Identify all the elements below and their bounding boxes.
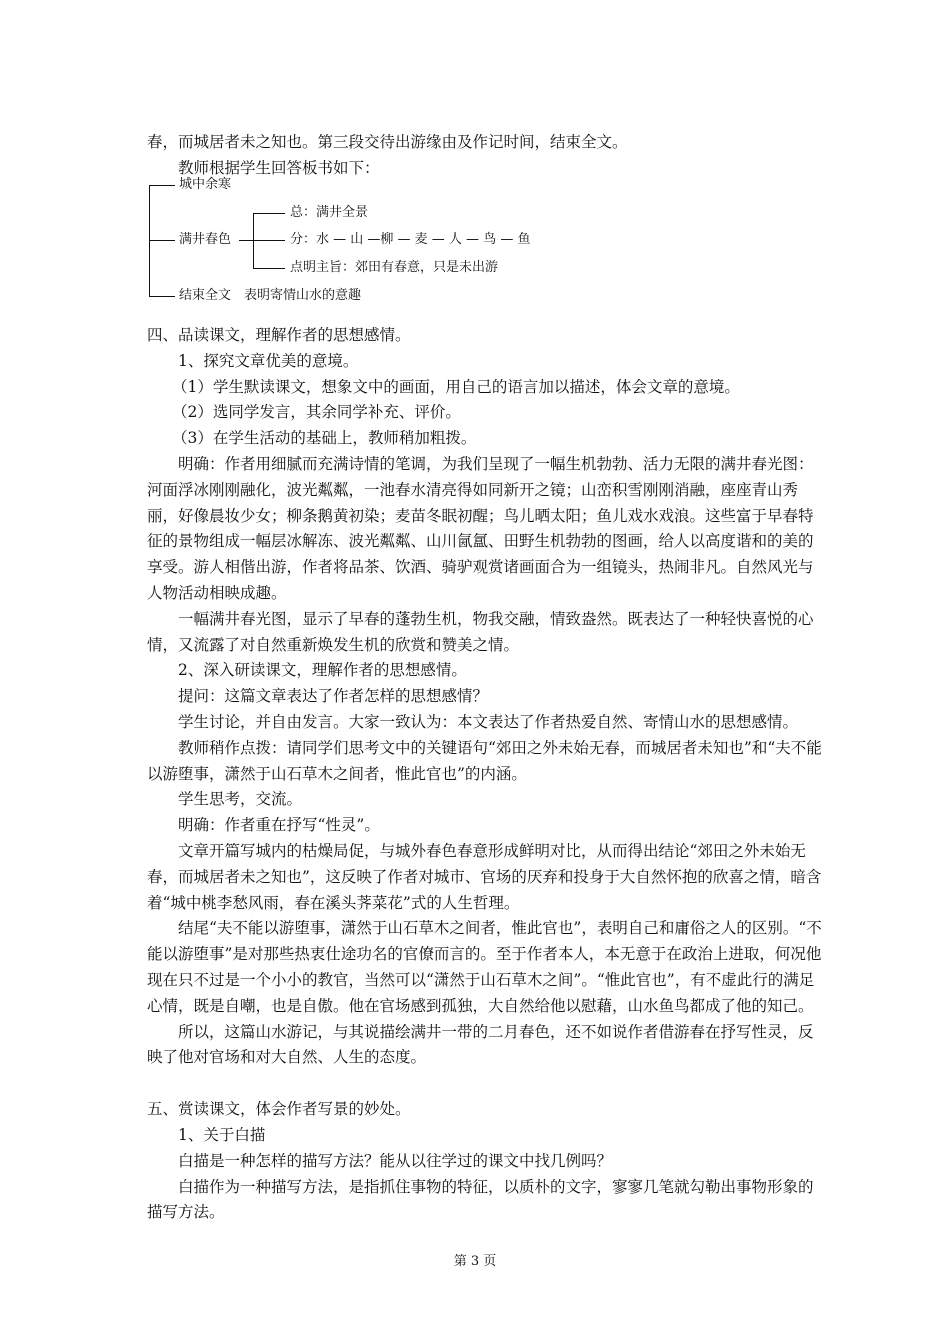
section4-step-2: （2）选同学发言，其余同学补充、评价。 [172, 403, 461, 422]
section4-para-3: 文章开篇写城内的枯燥局促，与城外春色春意形成鲜明对比，从而得出结论“郊田之外未始无春，而城居者未之知也”，这反映了作者对城市、官场的厌弃和投身于大自然怀抱的欣喜之情，暗含着“城中桃李愁风雨，春在溪头荠菜花”式的人生哲理。 [147, 841, 822, 912]
section5-sub1: 1、关于白描 [178, 1125, 266, 1144]
board-node-ending: 结束全文 表明寄情山水的意趣 [179, 288, 362, 303]
board-branch-sub: 分：水 — 山 —柳 — 麦 — 人 — 鸟 — 鱼 [290, 232, 531, 247]
section4-think: 学生思考，交流。 [178, 790, 303, 809]
bracket-tick-1 [149, 185, 175, 186]
section5-heading: 五、赏读课文，体会作者写景的妙处。 [147, 1100, 411, 1119]
page-number: 第 3 页 [453, 1254, 497, 1269]
board-node-city-cold: 城中余寒 [179, 177, 232, 192]
bracket-tick-2 [149, 240, 175, 241]
bracket-tick-3 [149, 296, 175, 297]
sub-tick-3 [253, 268, 285, 269]
sub-bracket-vertical [253, 213, 254, 269]
section4-sub1: 1、探究文章优美的意境。 [178, 351, 359, 370]
section4-para-4: 结尾“夫不能以游堕事，潇然于山石草木之间者，惟此官也”，表明自己和庸俗之人的区别。“不能以游堕事”是对那些热衷仕途功名的官僚而言的。至于作者本人，本无意于在政治上进取，何况他现在只不过是一个小小的教官，当然可以“潇然于山石草木之间”。“惟此官也”，有不虚此行的满足心情，既是自嘲，也是自傲。他在官场感到孤独，大自然给他以慰藉，山水鱼鸟都成了他的知己。 [147, 919, 822, 1015]
section4-para-5: 所以，这篇山水游记，与其说描绘满井一带的二月春色，还不如说作者借游春在抒写性灵，反映了他对官场和对大自然、人生的态度。 [147, 1022, 814, 1067]
board-node-manjing: 满井春色 [179, 232, 232, 247]
board-branch-theme: 点明主旨：郊田有春意，只是未出游 [290, 260, 499, 275]
section4-hint: 教师稍作点拨：请同学们思考文中的关键语句“郊田之外未始无春，而城居者未知也”和“夫不能以游堕事，潇然于山石草木之间者，惟此官也”的内涵。 [147, 738, 822, 783]
bracket-vertical [149, 185, 150, 297]
section4-question: 提问：这篇文章表达了作者怎样的思想感情？ [178, 687, 489, 706]
intro-line: 春，而城居者未之知也。第三段交待出游缘由及作记时间，结束全文。 [147, 133, 628, 151]
section4-heading: 四、品读课文，理解作者的思想感情。 [147, 326, 411, 344]
board-branch-total: 总：满井全景 [290, 205, 369, 220]
section4-clarify: 明确：作者重在抒写“性灵”。 [178, 816, 380, 835]
sub-tick-2 [253, 240, 285, 241]
section4-discussion: 学生讨论，并自由发言。大家一致认为：本文表达了作者热爱自然、寄情山水的思想感情。 [178, 712, 799, 731]
section4-para-1: 明确：作者用细腻而充满诗情的笔调，为我们呈现了一幅生机勃勃、活力无限的满井春光图：河面浮冰刚刚融化，波光粼粼，一池春水清亮得如同新开之镜；山峦积雪刚刚消融，座座青山秀丽，好像晨妆少女；柳条鹅黄初染；麦苗冬眠初醒；鸟儿晒太阳；鱼儿戏水戏浪。这些富于早春特征的景物组成一幅层冰解冻、波光粼粼、山川氤氲、田野生机勃勃的图画，给人以高度谐和的美的享受。游人相偕出游，作者将品茶、饮酒、骑驴观赏诸画面合为一组镜头，热闹非凡。自然风光与人物活动相映成趣。 [147, 454, 814, 602]
section4-sub2: 2、深入研读课文，理解作者的思想感情。 [178, 661, 467, 680]
sub-tick-1 [253, 213, 285, 214]
section4-para-2: 一幅满井春光图，显示了早春的蓬勃生机，物我交融，情致盎然。既表达了一种轻快喜悦的心情，又流露了对自然重新焕发生机的欣赏和赞美之情。 [147, 609, 814, 654]
section5-question: 白描是一种怎样的描写方法？能从以往学过的课文中找几例吗？ [178, 1151, 613, 1170]
section4-step-1: （1）学生默读课文，想象文中的画面，用自己的语言加以描述，体会文章的意境。 [172, 377, 740, 396]
board-diagram [147, 172, 647, 307]
main-text [147, 323, 827, 1226]
section5-answer: 白描作为一种描写方法，是指抓住事物的特征，以质朴的文字，寥寥几笔就勾勒出事物形象的描写方法。 [147, 1177, 814, 1222]
section4-step-3: （3）在学生活动的基础上，教师稍加粗拨。 [172, 429, 477, 448]
intro-board-lead: 教师根据学生回答板书如下： [178, 158, 380, 177]
sub-connector [239, 240, 253, 241]
